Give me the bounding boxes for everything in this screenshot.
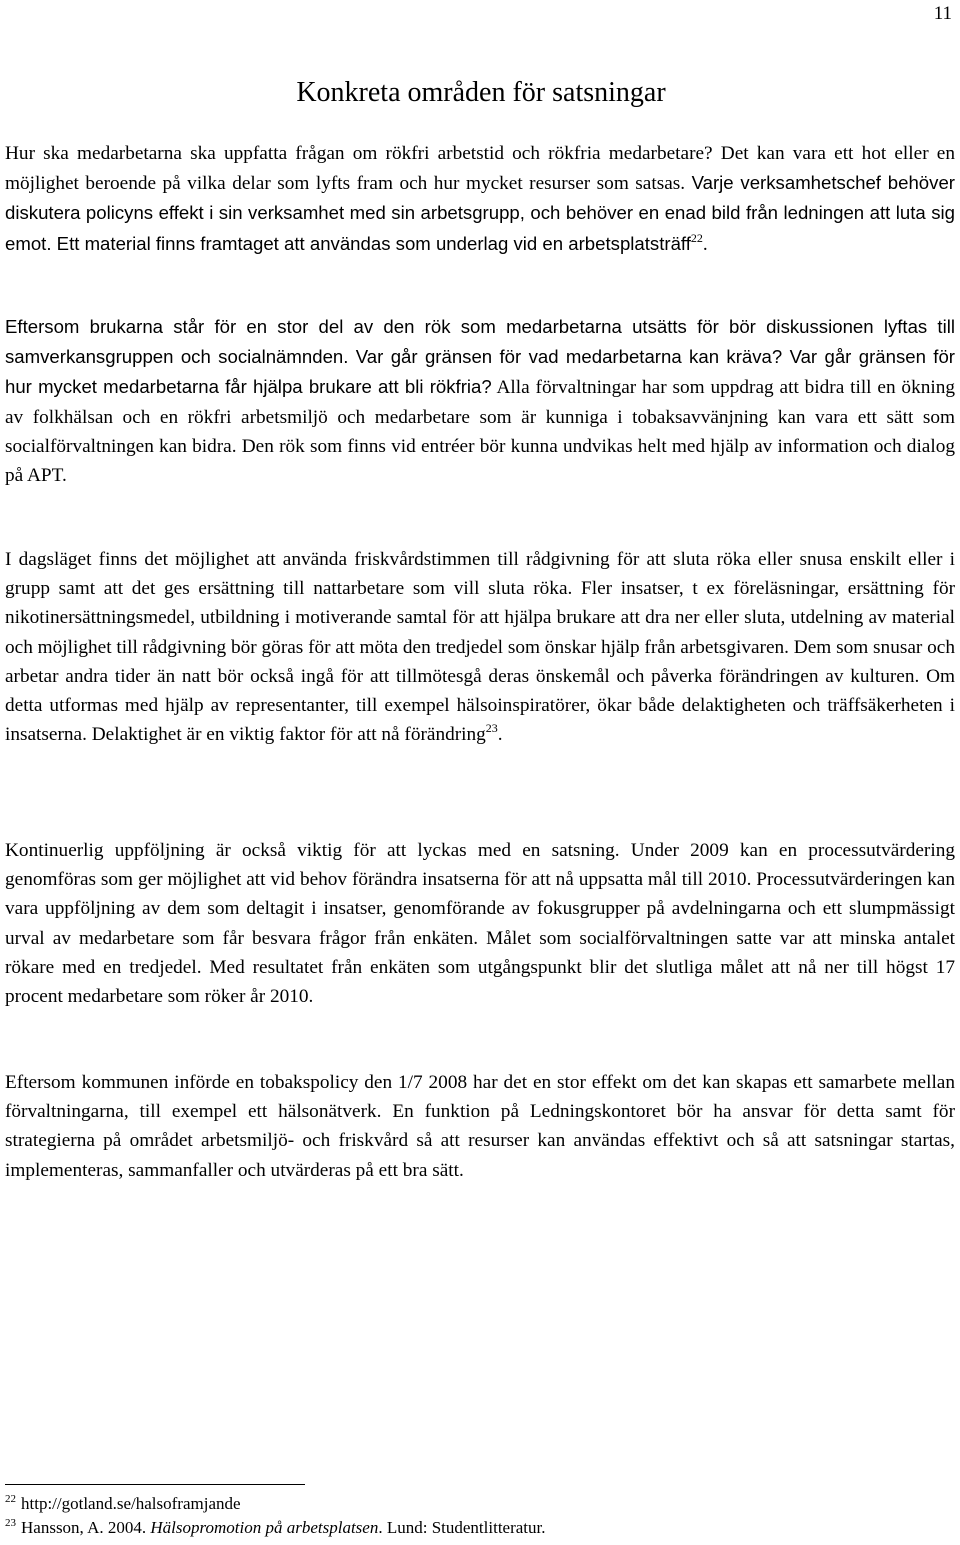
footnote-divider [5,1484,305,1485]
paragraph-1-end: . [702,233,708,255]
paragraph-3-text: I dagsläget finns det möjlighet att använda friskvårdstimmen till rådgivning för att sluta röka eller snusa enskilt eller i grupp samt att det ges ersättning till nattarbetare som vill sluta röka. Fler insatser, t ex föreläsningar, ersättning för nikotinersättningsmedel, utbildning i motiverande samtal för att hjälpa brukare att dra ner eller sluta, utdelning av material och möjlighet till rådgivning bör göras för att möta den tredjedel som önskar hjälp från arbetsgivaren. Dem som snusar och arbetar andra tider än natt bör också ingå för att tillmötesgå deras önskemål och påverka förändringen av kulturen. Om detta utformas med hjälp av representanter, till exempel hälsoinspiratörer, ökar både delaktigheten och träffsäkerheten i insatserna. Delaktighet är en viktig faktor för att nå förändring [5,549,955,746]
paragraph-5: Eftersom kommunen införde en tobakspolicy den 1/7 2008 har det en stor effekt om det kan skapas ett samarbete mellan förvaltningarna, till exempel ett hälsonätverk. En funktion på Ledningskontoret bör ha ansvar för detta samt för strategierna på området arbetsmiljö- och friskvård så att resurser kan användas effektivt och så att satsningar startas, implementeras, sammanfaller och utvärderas på ett bra sätt. [5,1072,955,1181]
paragraph-3 [5,545,955,749]
footnote-ref-23: 23 [485,721,498,736]
footnote-23-publisher: . Lund: Studentlitteratur. [378,1518,546,1537]
paragraph-2-part-b: Alla förvaltningar har som uppdrag att bidra till en ökning av folkhälsan och en rökfri arbetsmiljö och medarbetare som är kunniga i tobaksavvänjning kan vara ett sätt som socialförvaltningen kan bidra. Den rök som finns vid entréer bör kunna undvikas helt med hjälp av information och dialog på APT. [5,377,955,487]
paragraph-1-part-b: Varje verksamhetschef behöver diskutera policyns effekt i sin verksamhet med sin arbetsgrupp, och behöver en enad bild från ledningen att luta sig emot. Ett material finns framtaget att användas som underlag vid en arbetsplatsträff [5,172,955,254]
footnote-23-author: Hansson, A. 2004. [21,1518,151,1537]
paragraph-1-part-a: Hur ska medarbetarna ska uppfatta frågan om rökfri arbetstid och rökfria medarbetare? Det kan vara ett hot eller en möjlighet beroende på vilka delar som lyfts fram och hur mycket resurser som satsas. [5,143,955,195]
footnote-22 [5,1493,241,1515]
footnote-23-title: Hälsopromotion på arbetsplatsen [150,1518,379,1537]
section-heading: Konkreta områden för satsningar [296,77,666,108]
paragraph-3-end: . [497,724,503,746]
footnote-ref-22: 22 [690,230,703,245]
page-number: 11 [933,3,952,24]
paragraph-2 [5,312,955,490]
footnote-22-number: 22 [5,1493,16,1505]
footnote-22-url: http://gotland.se/halsoframjande [21,1494,241,1513]
paragraph-2-part-a: Eftersom brukarna står för en stor del av den rök som medarbetarna utsätts för bör diskussionen lyftas till samverkansgruppen och socialnämnden. Var går gränsen för vad medarbetarna kan kräva? Var går gränsen för hur mycket medarbetarna får hjälpa brukare att bli rökfria? [5,316,955,398]
footnote-23-number: 23 [5,1517,16,1529]
footnote-23 [5,1517,546,1539]
paragraph-1 [5,139,955,259]
paragraph-4: Kontinuerlig uppföljning är också viktig för att lyckas med en satsning. Under 2009 kan en processutvärdering genomföras som ger möjlighet att vid behov förändra insatserna för att nå uppsatta mål till 2010. Processutvärderingen kan vara uppföljning av dem som deltagit i insatser, genomförande av fokusgrupper på avdelningarna och ett slumpmässigt urval av medarbetare som får besvara frågor från enkäten. Målet som socialförvaltningen satte var att minska antalet rökare med en tredjedel. Med resultatet från enkäten som utgångspunkt blir det slutliga målet att nå ner till högst 17 procent medarbetare som röker år 2010. [5,840,955,1008]
